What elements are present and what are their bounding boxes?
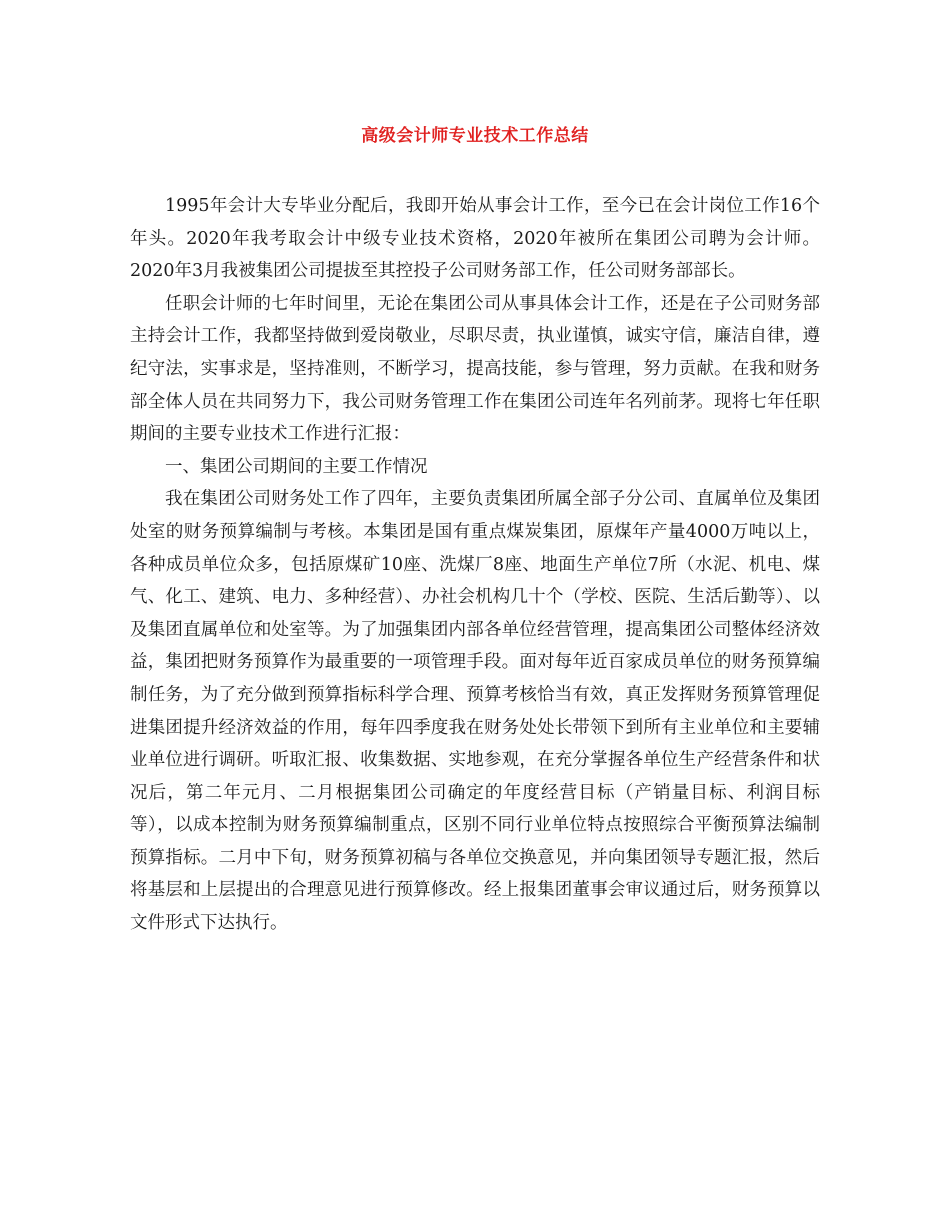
section-heading-1: 一、集团公司期间的主要工作情况 xyxy=(165,456,428,477)
paragraph-group-work: 我在集团公司财务处工作了四年，主要负责集团所属全部子分公司、直属单位及集团处室的财务预算编制与考核。本集团是国有重点煤炭集团，原煤年产量4000万吨以上，各种成员单位众多，包括原煤矿10座、洗煤厂8座、地面生产单位7所（水泥、机电、煤气、化工、建筑、电力、多种经营）、办社会机构几十个（学校、医院、生活后勤等）、以及集团直属单位和处室等。为了加强集团内部各单位经营管理，提高集团公司整体经济效益，集团把财务预算作为最重要的一项管理手段。面对每年近百家成员单位的财务预算编制任务，为了充分做到预算指标科学合理、预算考核恰当有效，真正发挥财务预算管理促进集团提升经济效益的作用，每年四季度我在财务处处长带领下到所有主业单位和主要辅业单位进行调研。听取汇报、收集数据、实地参观，在充分掌握各单位生产经营条件和状况后，第二年元月、二月根据集团公司确定的年度经营目标（产销量目标、利润目标等），以成本控制为财务预算编制重点，区别不同行业单位特点按照综合平衡预算法编制预算指标。二月中下旬，财务预算初稿与各单位交换意见，并向集团领导专题汇报，然后将基层和上层提出的合理意见进行预算修改。经上报集团董事会审议通过后，财务预算以文件形式下达执行。 xyxy=(130,489,820,934)
document-title: 高级会计师专业技术工作总结 xyxy=(361,126,589,146)
paragraph-duties: 任职会计师的七年时间里，无论在集团公司从事具体会计工作，还是在子公司财务部主持会计工作，我都坚持做到爱岗敬业，尽职尽责，执业谨慎，诚实守信，廉洁自律，遵纪守法，实事求是，坚持准则，不断学习，提高技能，参与管理，努力贡献。在我和财务部全体人员在共同努力下，我公司财务管理工作在集团公司连年名列前茅。现将七年任职期间的主要专业技术工作进行汇报： xyxy=(130,293,820,445)
document-body xyxy=(130,190,820,940)
paragraph-intro: 1995年会计大专毕业分配后，我即开始从事会计工作，至今已在会计岗位工作16个年头。2020年我考取会计中级专业技术资格，2020年被所在集团公司聘为会计师。2020年3月我被集团公司提拔至其控投子公司财务部工作，任公司财务部部长。 xyxy=(130,196,820,282)
